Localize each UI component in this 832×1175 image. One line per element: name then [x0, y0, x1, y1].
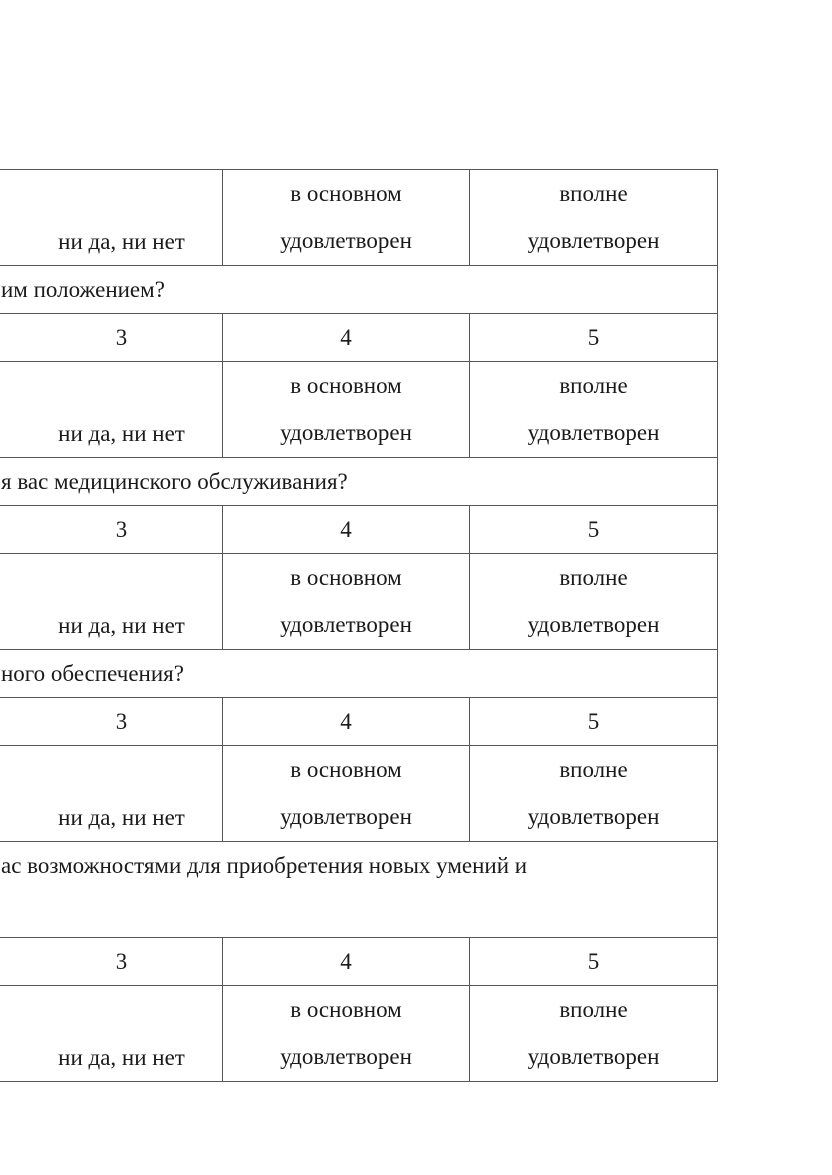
question-row	[0, 266, 718, 314]
score-4: 4	[223, 314, 470, 362]
label-mostly-line1: в основном	[290, 565, 402, 590]
label-fully-cell	[470, 986, 718, 1082]
label-mostly-cell	[223, 986, 470, 1082]
score-5: 5	[470, 506, 718, 554]
label-fully-line2: удовлетворен	[527, 420, 660, 445]
label-fully-cell	[470, 554, 718, 650]
question-row	[0, 650, 718, 698]
label-fully-line2: удовлетворен	[527, 804, 660, 829]
label-neutral: ни да, ни нет	[58, 805, 185, 830]
label-fully-cell	[470, 746, 718, 842]
label-neutral: ни да, ни нет	[58, 1045, 185, 1070]
label-neutral: ни да, ни нет	[58, 421, 185, 446]
score-4: 4	[223, 938, 470, 986]
label-neutral: ни да, ни нет	[58, 613, 185, 638]
answer-labels-row	[0, 362, 718, 458]
label-neutral-cell	[0, 986, 223, 1082]
label-mostly-line2: удовлетворен	[280, 420, 412, 445]
label-mostly-line1: в основном	[290, 757, 402, 782]
score-5: 5	[470, 698, 718, 746]
label-mostly-cell	[223, 746, 470, 842]
question-row	[0, 842, 718, 938]
score-row	[0, 314, 718, 362]
question-cell	[0, 266, 718, 314]
score-row	[0, 506, 718, 554]
score-4: 4	[223, 698, 470, 746]
score-cell	[0, 506, 223, 554]
question-text: им положением?	[1, 277, 165, 302]
label-fully-cell	[470, 170, 718, 266]
label-mostly-line1: в основном	[290, 181, 402, 206]
question-row	[0, 458, 718, 506]
question-text: я вас медицинского обслуживания?	[1, 469, 348, 494]
label-mostly-line2: удовлетворен	[280, 612, 412, 637]
score-5: 5	[470, 938, 718, 986]
label-mostly-line2: удовлетворен	[280, 804, 412, 829]
label-fully-line2: удовлетворен	[527, 612, 660, 637]
satisfaction-survey-table	[0, 169, 718, 1082]
label-fully-line2: удовлетворен	[527, 1044, 660, 1069]
question-cell	[0, 458, 718, 506]
label-neutral: ни да, ни нет	[58, 229, 185, 254]
label-fully-line1: вполне	[559, 997, 628, 1022]
label-fully-cell	[470, 362, 718, 458]
label-mostly-cell	[223, 362, 470, 458]
question-cell	[0, 842, 718, 938]
label-neutral-cell	[0, 746, 223, 842]
label-fully-line1: вполне	[559, 757, 628, 782]
score-3: 3	[115, 709, 128, 734]
label-mostly-line2: удовлетворен	[280, 1044, 412, 1069]
label-fully-line1: вполне	[559, 565, 628, 590]
score-4: 4	[223, 506, 470, 554]
answer-labels-row	[0, 986, 718, 1082]
score-3: 3	[115, 325, 128, 350]
question-cell	[0, 650, 718, 698]
label-mostly-line1: в основном	[290, 997, 402, 1022]
score-cell	[0, 698, 223, 746]
score-cell	[0, 314, 223, 362]
question-text: ас возможностями для приобретения новых умений и	[1, 853, 528, 878]
label-fully-line1: вполне	[559, 181, 628, 206]
score-row	[0, 698, 718, 746]
score-row	[0, 938, 718, 986]
label-mostly-line2: удовлетворен	[280, 228, 412, 253]
label-mostly-cell	[223, 170, 470, 266]
label-mostly-line1: в основном	[290, 373, 402, 398]
label-neutral-cell	[0, 362, 223, 458]
answer-labels-row	[0, 170, 718, 266]
label-fully-line2: удовлетворен	[527, 228, 660, 253]
score-3: 3	[115, 949, 128, 974]
label-neutral-cell	[0, 170, 223, 266]
label-neutral-cell	[0, 554, 223, 650]
score-cell	[0, 938, 223, 986]
score-5: 5	[470, 314, 718, 362]
score-3: 3	[115, 517, 128, 542]
question-text: ного обеспечения?	[1, 661, 184, 686]
label-mostly-cell	[223, 554, 470, 650]
answer-labels-row	[0, 746, 718, 842]
answer-labels-row	[0, 554, 718, 650]
label-fully-line1: вполне	[559, 373, 628, 398]
